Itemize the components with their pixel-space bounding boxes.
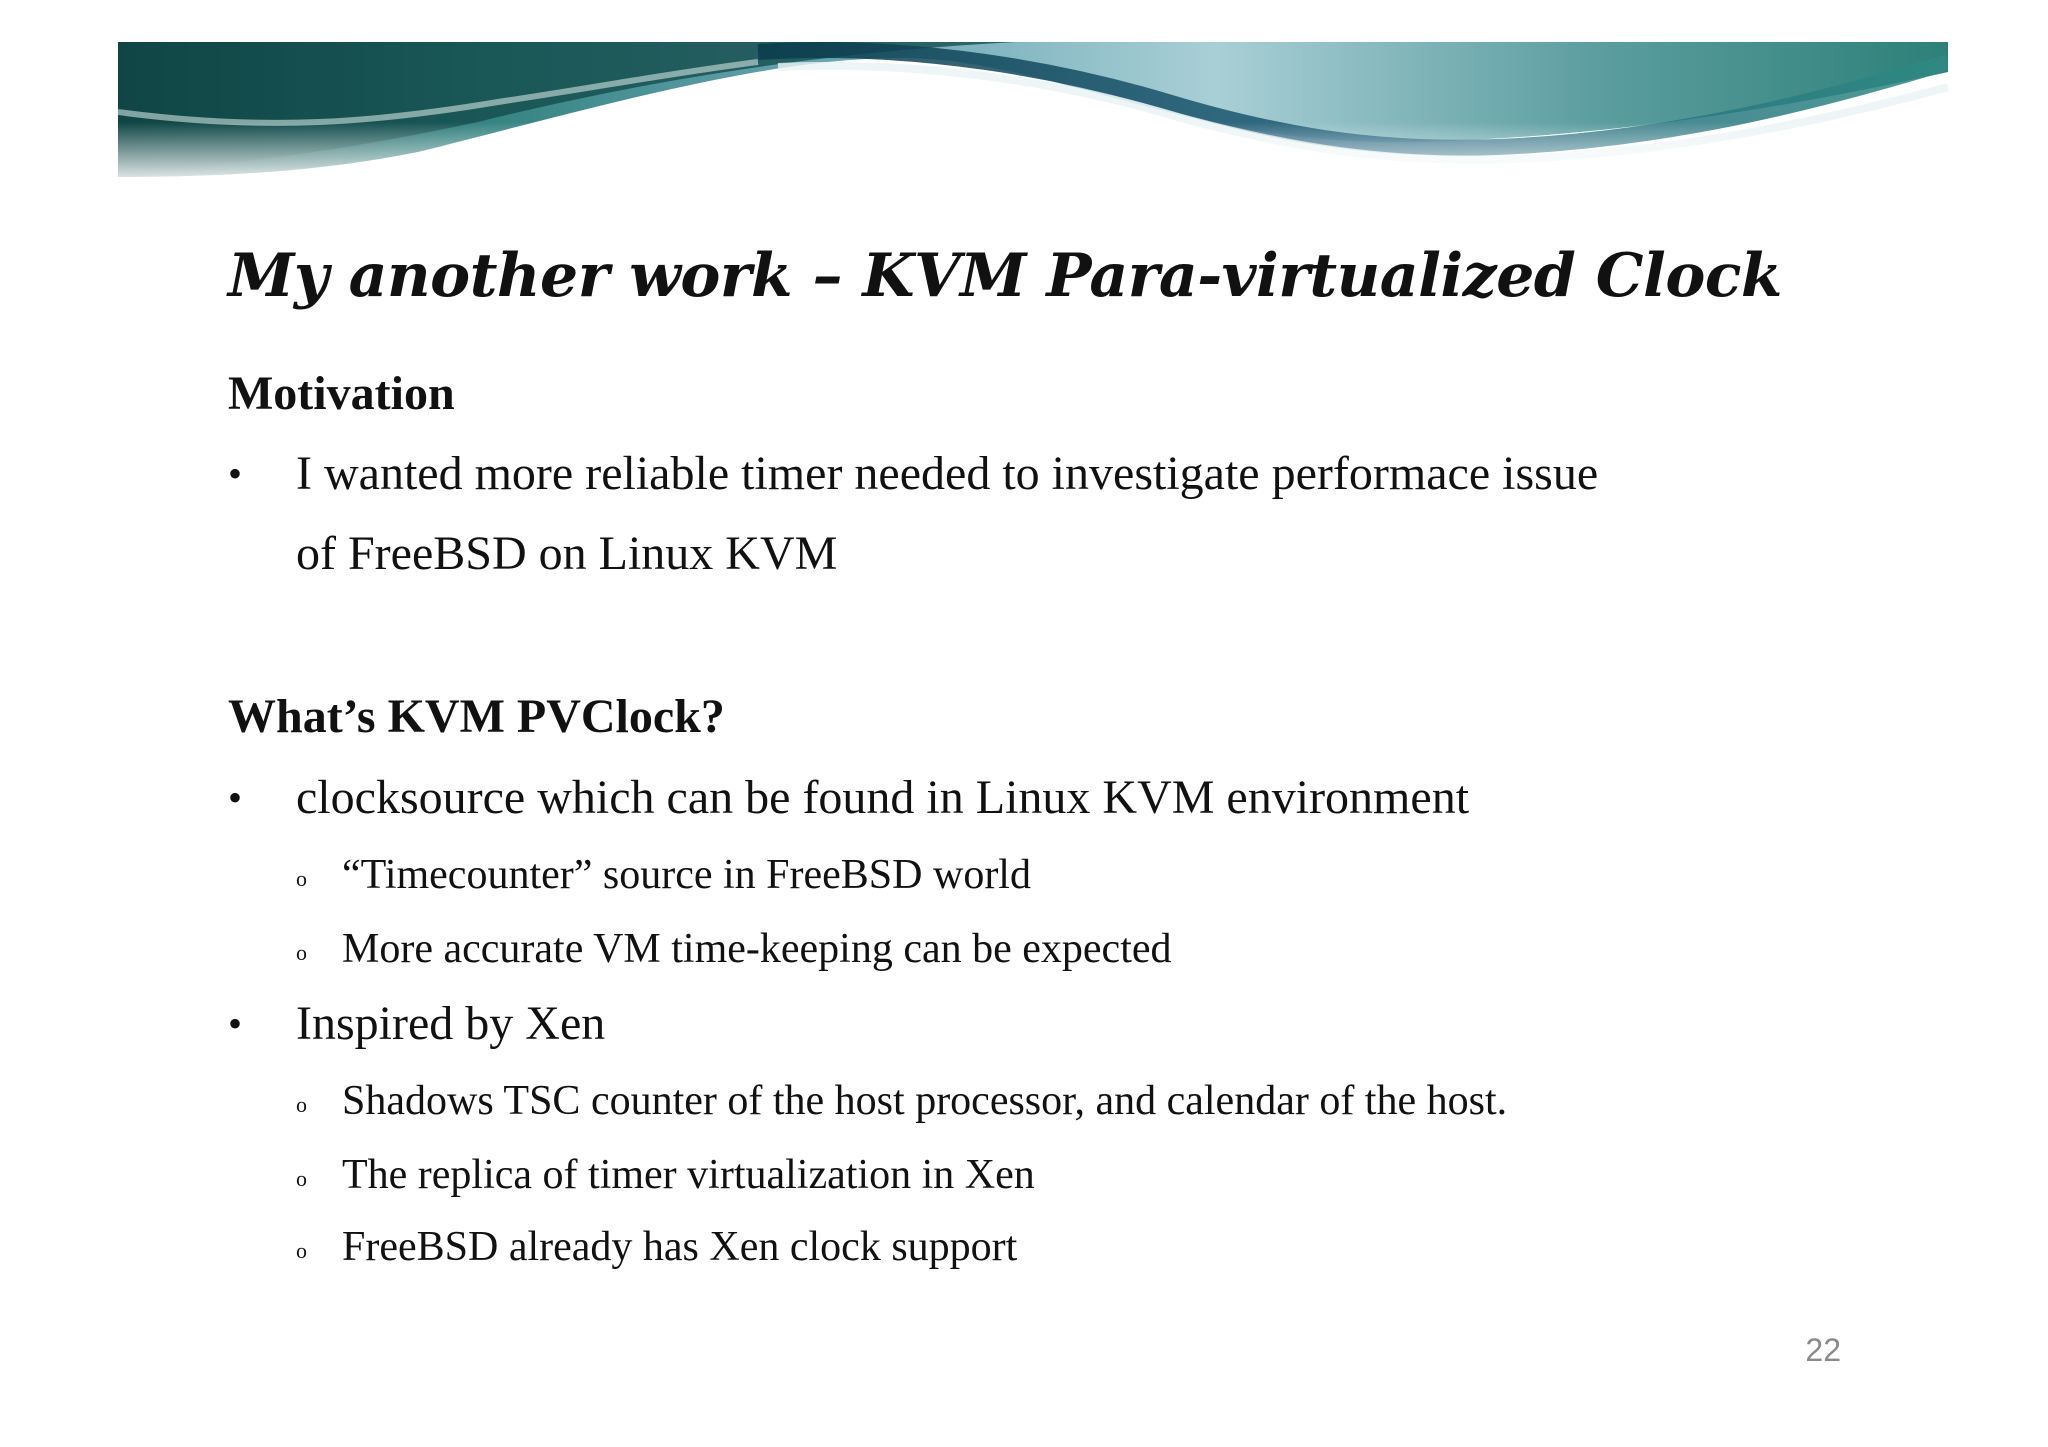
bullet-icon: •: [228, 775, 243, 820]
bullet-text: Inspired by Xen: [296, 997, 606, 1050]
bullet-text-continuation: of FreeBSD on Linux KVM: [296, 527, 838, 580]
sub-bullet-icon: o: [296, 1092, 307, 1117]
sub-bullet-icon: o: [296, 1166, 307, 1191]
sub-bullet-icon: o: [296, 1238, 307, 1263]
page-number: 22: [1805, 1332, 1841, 1368]
section-heading-motivation: Motivation: [228, 367, 455, 420]
bullet-icon: •: [228, 1001, 243, 1046]
sub-bullet-text: More accurate VM time-keeping can be expected: [342, 926, 1172, 972]
section-heading-pvclock: What’s KVM PVClock?: [228, 690, 725, 743]
sub-bullet-text: Shadows TSC counter of the host processor, and calendar of the host.: [342, 1078, 1508, 1124]
slide-title: My another work – KVM Para-virtualized Clock: [228, 241, 1782, 311]
sub-bullet-text: The replica of timer virtualization in Xen: [342, 1152, 1035, 1198]
bullet-text: I wanted more reliable timer needed to investigate performace issue: [296, 447, 1599, 500]
bullet-icon: •: [228, 451, 243, 496]
sub-bullet-text: FreeBSD already has Xen clock support: [342, 1224, 1018, 1270]
bullet-text: clocksource which can be found in Linux KVM environment: [296, 771, 1470, 824]
wave-banner-graphic: [118, 42, 1948, 177]
sub-bullet-icon: o: [296, 866, 307, 891]
sub-bullet-text: “Timecounter” source in FreeBSD world: [342, 852, 1031, 898]
sub-bullet-icon: o: [296, 940, 307, 965]
